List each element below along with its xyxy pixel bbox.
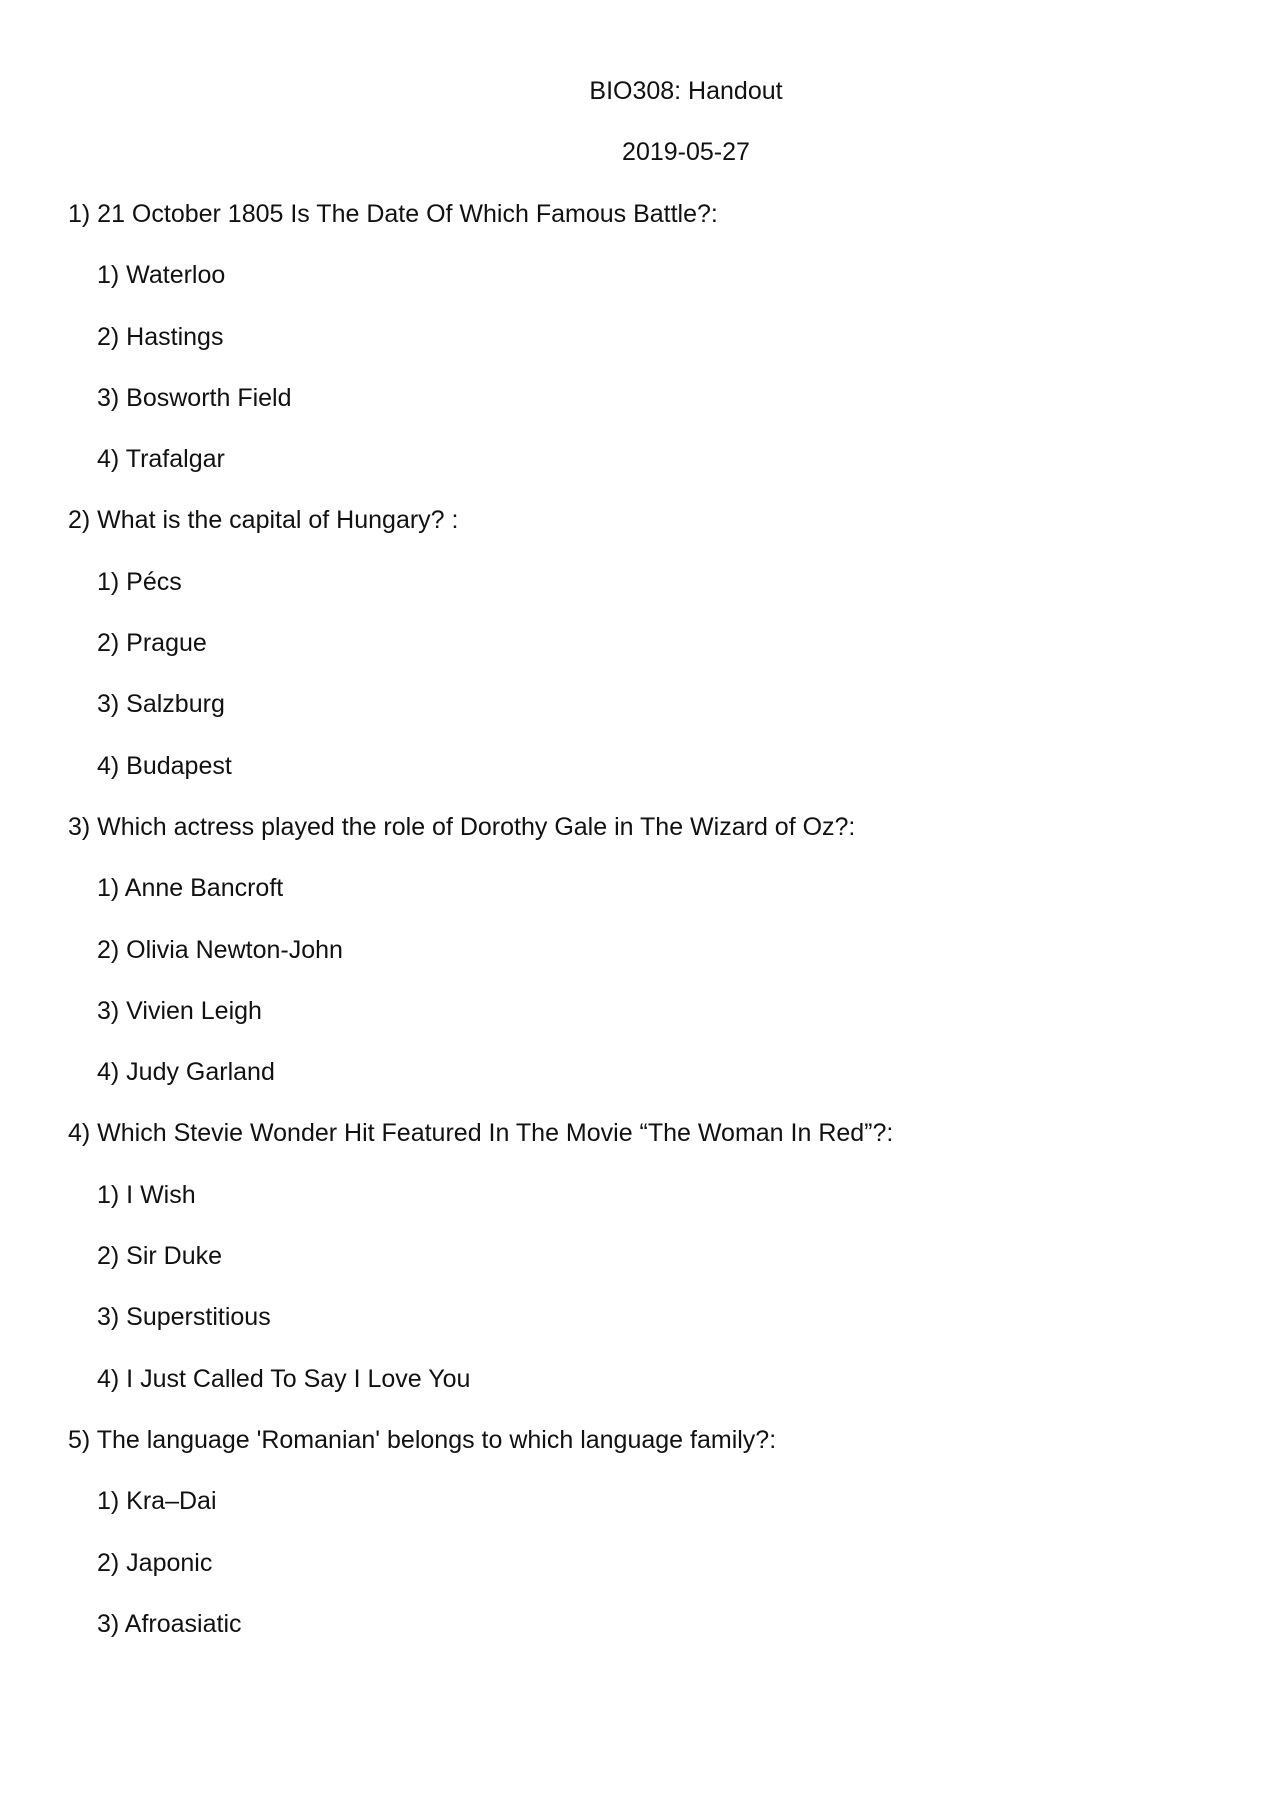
question-4-option-3: 3) Superstitious xyxy=(97,1303,271,1332)
question-1-option-2: 2) Hastings xyxy=(97,322,224,351)
question-3-option-1: 1) Anne Bancroft xyxy=(97,874,284,903)
question-2-option-4: 4) Budapest xyxy=(97,751,232,780)
question-1-option-4: 4) Trafalgar xyxy=(97,445,225,474)
question-2: 2) What is the capital of Hungary? : xyxy=(68,506,459,535)
question-3-option-4: 4) Judy Garland xyxy=(97,1058,275,1087)
question-4-option-4: 4) I Just Called To Say I Love You xyxy=(97,1364,471,1393)
question-4-option-1: 1) I Wish xyxy=(97,1180,196,1209)
question-4: 4) Which Stevie Wonder Hit Featured In The Movie “The Woman In Red”?: xyxy=(68,1119,894,1148)
question-list xyxy=(68,199,1218,1670)
question-1: 1) 21 October 1805 Is The Date Of Which Famous Battle?: xyxy=(68,200,718,228)
question-4-option-2: 2) Sir Duke xyxy=(97,1242,223,1271)
question-5: 5) The language 'Romanian' belongs to which language family?: xyxy=(68,1425,777,1454)
question-3-option-2: 2) Olivia Newton-John xyxy=(97,935,343,964)
question-1-option-1: 1) Waterloo xyxy=(97,261,226,290)
question-2-option-3: 3) Salzburg xyxy=(97,690,225,719)
question-1-option-3: 3) Bosworth Field xyxy=(97,383,292,412)
question-5-option-3: 3) Afroasiatic xyxy=(97,1609,242,1638)
question-5-option-1: 1) Kra–Dai xyxy=(97,1487,217,1516)
question-2-option-1: 1) Pécs xyxy=(97,567,182,596)
question-3-option-3: 3) Vivien Leigh xyxy=(97,996,262,1025)
document-title: BIO308: Handout xyxy=(589,77,783,105)
question-5-option-2: 2) Japonic xyxy=(97,1548,213,1577)
question-3: 3) Which actress played the role of Dorothy Gale in The Wizard of Oz?: xyxy=(68,812,856,841)
document-date: 2019-05-27 xyxy=(622,138,750,166)
question-2-option-2: 2) Prague xyxy=(97,629,207,658)
